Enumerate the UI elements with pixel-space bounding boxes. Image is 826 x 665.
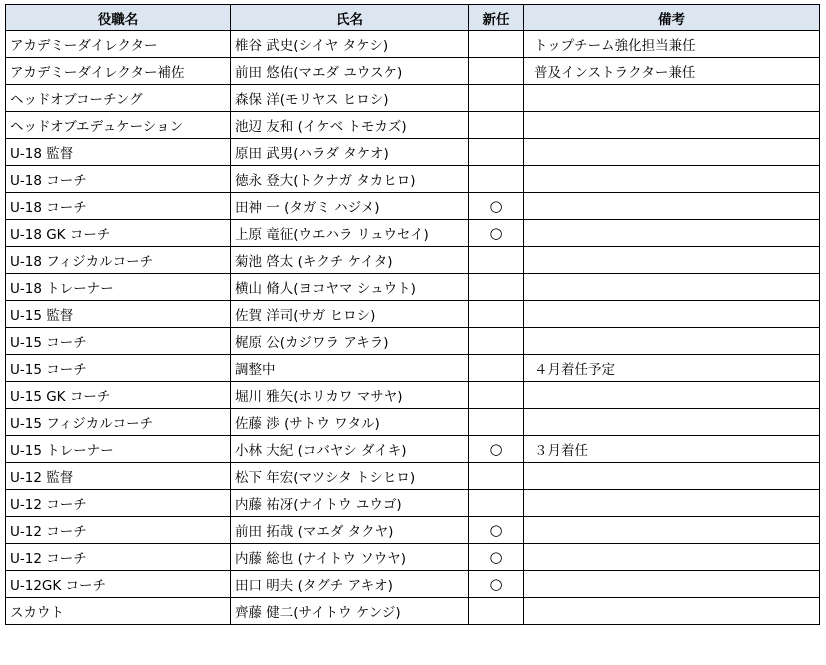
new-mark-cell <box>469 382 524 409</box>
name-cell: 堀川 雅矢(ホリカワ マサヤ) <box>231 382 469 409</box>
header-row <box>6 5 820 31</box>
new-mark-cell <box>469 409 524 436</box>
note-cell <box>524 112 820 139</box>
note-cell <box>524 301 820 328</box>
note-cell <box>524 85 820 112</box>
name-cell: 原田 武男(ハラダ タケオ) <box>231 139 469 166</box>
name-cell: 菊池 啓太 (キクチ ケイタ) <box>231 247 469 274</box>
header-role: 役職名 <box>6 5 231 31</box>
name-cell: 齊藤 健二(サイトウ ケンジ) <box>231 598 469 625</box>
role-cell: U-18 監督 <box>6 139 231 166</box>
table-row <box>6 328 820 355</box>
table-row <box>6 517 820 544</box>
staff-rows <box>6 31 820 625</box>
name-cell: 梶原 公(カジワラ アキラ) <box>231 328 469 355</box>
note-cell <box>524 544 820 571</box>
note-cell <box>524 328 820 355</box>
new-mark-cell <box>469 328 524 355</box>
role-cell: U-15 GK コーチ <box>6 382 231 409</box>
note-cell: 普及インストラクター兼任 <box>524 58 820 85</box>
name-cell: 徳永 登大(トクナガ タカヒロ) <box>231 166 469 193</box>
new-mark-cell: ○ <box>469 517 524 544</box>
name-cell: 田口 明夫 (タグチ アキオ) <box>231 571 469 598</box>
note-cell <box>524 409 820 436</box>
new-mark-cell: ○ <box>469 193 524 220</box>
table-row <box>6 58 820 85</box>
name-cell: 田神 一 (タガミ ハジメ) <box>231 193 469 220</box>
header-name: 氏名 <box>231 5 469 31</box>
table-row <box>6 301 820 328</box>
table-row <box>6 274 820 301</box>
table-row <box>6 355 820 382</box>
note-cell <box>524 193 820 220</box>
note-cell <box>524 463 820 490</box>
new-mark-cell <box>469 31 524 58</box>
role-cell: U-18 コーチ <box>6 166 231 193</box>
new-mark-cell <box>469 85 524 112</box>
table-row <box>6 220 820 247</box>
table-row <box>6 409 820 436</box>
table-row <box>6 490 820 517</box>
staff-list-sheet <box>5 4 820 625</box>
table-row <box>6 85 820 112</box>
note-cell: ４月着任予定 <box>524 355 820 382</box>
role-cell: U-18 トレーナー <box>6 274 231 301</box>
role-cell: スカウト <box>6 598 231 625</box>
name-cell: 上原 竜征(ウエハラ リュウセイ) <box>231 220 469 247</box>
note-cell <box>524 517 820 544</box>
role-cell: U-18 フィジカルコーチ <box>6 247 231 274</box>
role-cell: アカデミーダイレクター <box>6 31 231 58</box>
new-mark-cell <box>469 247 524 274</box>
header-note: 備考 <box>524 5 820 31</box>
table-row <box>6 463 820 490</box>
name-cell: 椎谷 武史(シイヤ タケシ) <box>231 31 469 58</box>
new-mark-cell <box>469 301 524 328</box>
new-mark-cell <box>469 490 524 517</box>
table-row <box>6 544 820 571</box>
note-cell <box>524 274 820 301</box>
new-mark-cell <box>469 274 524 301</box>
name-cell: 内藤 総也 (ナイトウ ソウヤ) <box>231 544 469 571</box>
table-row <box>6 193 820 220</box>
name-cell: 調整中 <box>231 355 469 382</box>
new-mark-cell: ○ <box>469 544 524 571</box>
new-mark-cell <box>469 139 524 166</box>
name-cell: 内藤 祐冴(ナイトウ ユウゴ) <box>231 490 469 517</box>
table-row <box>6 139 820 166</box>
new-mark-cell: ○ <box>469 571 524 598</box>
name-cell: 前田 悠佑(マエダ ユウスケ) <box>231 58 469 85</box>
note-cell <box>524 571 820 598</box>
note-cell <box>524 382 820 409</box>
role-cell: アカデミーダイレクター補佐 <box>6 58 231 85</box>
table-row <box>6 571 820 598</box>
new-mark-cell <box>469 463 524 490</box>
name-cell: 小林 大紀 (コバヤシ ダイキ) <box>231 436 469 463</box>
header-new: 新任 <box>469 5 524 31</box>
role-cell: U-12 コーチ <box>6 490 231 517</box>
role-cell: U-15 フィジカルコーチ <box>6 409 231 436</box>
note-cell <box>524 598 820 625</box>
new-mark-cell <box>469 598 524 625</box>
name-cell: 横山 脩人(ヨコヤマ シュウト) <box>231 274 469 301</box>
note-cell <box>524 166 820 193</box>
name-cell: 前田 拓哉 (マエダ タクヤ) <box>231 517 469 544</box>
new-mark-cell: ○ <box>469 220 524 247</box>
role-cell: ヘッドオブコーチング <box>6 85 231 112</box>
note-cell <box>524 220 820 247</box>
name-cell: 佐藤 渉 (サトウ ワタル) <box>231 409 469 436</box>
role-cell: U-15 コーチ <box>6 328 231 355</box>
role-cell: U-15 コーチ <box>6 355 231 382</box>
table-row <box>6 112 820 139</box>
note-cell: トップチーム強化担当兼任 <box>524 31 820 58</box>
role-cell: ヘッドオブエデュケーション <box>6 112 231 139</box>
new-mark-cell <box>469 166 524 193</box>
table-row <box>6 31 820 58</box>
table-row <box>6 598 820 625</box>
new-mark-cell <box>469 112 524 139</box>
name-cell: 森保 洋(モリヤス ヒロシ) <box>231 85 469 112</box>
role-cell: U-12 監督 <box>6 463 231 490</box>
table-row <box>6 247 820 274</box>
table-row <box>6 166 820 193</box>
role-cell: U-12 コーチ <box>6 544 231 571</box>
name-cell: 池辺 友和 (イケベ トモカズ) <box>231 112 469 139</box>
new-mark-cell <box>469 58 524 85</box>
table-row <box>6 436 820 463</box>
new-mark-cell: ○ <box>469 436 524 463</box>
name-cell: 佐賀 洋司(サガ ヒロシ) <box>231 301 469 328</box>
new-mark-cell <box>469 355 524 382</box>
role-cell: U-18 GK コーチ <box>6 220 231 247</box>
role-cell: U-15 トレーナー <box>6 436 231 463</box>
note-cell <box>524 490 820 517</box>
role-cell: U-12GK コーチ <box>6 571 231 598</box>
note-cell: ３月着任 <box>524 436 820 463</box>
note-cell <box>524 247 820 274</box>
name-cell: 松下 年宏(マツシタ トシヒロ) <box>231 463 469 490</box>
role-cell: U-18 コーチ <box>6 193 231 220</box>
role-cell: U-15 監督 <box>6 301 231 328</box>
role-cell: U-12 コーチ <box>6 517 231 544</box>
staff-table <box>5 4 820 625</box>
table-row <box>6 382 820 409</box>
note-cell <box>524 139 820 166</box>
